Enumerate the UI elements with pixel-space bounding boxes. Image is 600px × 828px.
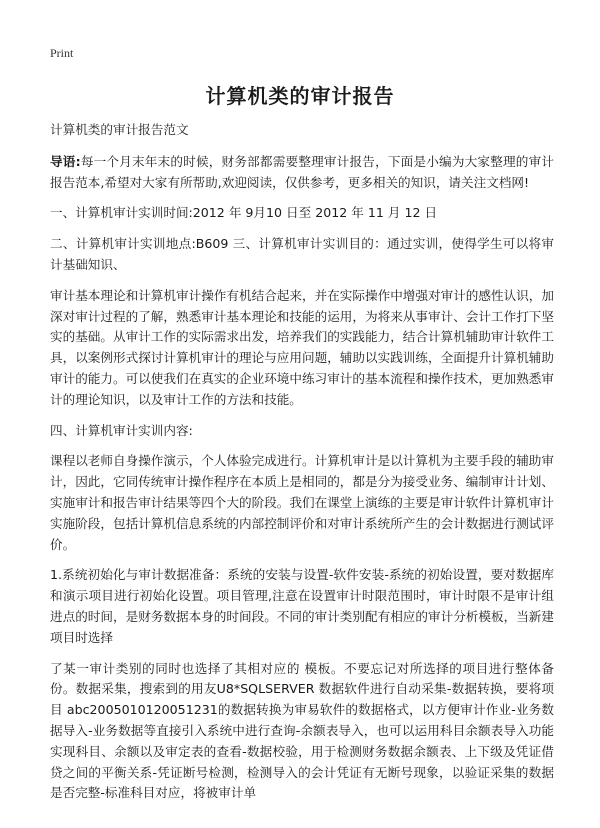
- paragraph-theory: 审计基本理论和计算机审计操作有机结合起来，并在实际操作中增强对审计的感性认识，加深对审计过程的了解，熟悉审计基本理论和技能的运用，为将来从事审计、会计工作打下坚实的基础。从审计工作的实际需求出发，培养我们的实践能力，结合计算机辅助审计软件工具，以案例形式探讨计算机审计的理论与应用问题，辅助以实践训练，全面提升计算机辅助审计的能力。可以使我们在真实的企业环境中练习审计的基本流程和操作技术，更加熟悉审计的理论知识，以及审计工作的方法和技能。: [50, 287, 554, 407]
- intro-label: 导语:: [50, 153, 81, 169]
- print-label: Print: [50, 46, 74, 60]
- paragraph-time: 一、计算机审计实训时间:2012 年 9月10 日至 2012 年 11 月 12 日: [50, 205, 438, 221]
- intro-paragraph: [50, 152, 554, 194]
- paragraph-init: 1.系统初始化与审计数据准备：系统的安装与设置-软件安装-系统的初始设置，要对数据库和演示项目进行初始化设置。项目管理,注意在设置审计时限范围时，审计时限不是审计组进点的时间，是财务数据本身的时间段。不同的审计类别配有相应的审计分析模板，当新建项目时选择: [50, 567, 554, 645]
- document-title: 计算机类的审计报告: [205, 84, 395, 108]
- paragraph-location-purpose: 二、计算机审计实训地点:B609 三、计算机审计实训目的：通过实训，使得学生可以将审计基础知识、: [50, 236, 554, 272]
- document-subtitle: 计算机类的审计报告范文: [50, 122, 189, 137]
- paragraph-content-heading: 四、计算机审计实训内容:: [50, 422, 193, 438]
- intro-text: 每一个月末年末的时候，财务部都需要整理审计报告，下面是小编为大家整理的审计报告范本,希望对大家有所帮助,欢迎阅读，仅供参考，更多相关的知识，请关注文档网!: [50, 153, 554, 190]
- document-body: [50, 120, 554, 814]
- paragraph-data-collection: 了某一审计类别的同时也选择了其相对应的 模板。不要忘记对所选择的项目进行整体备份。数据采集，搜索到的用友U8*SQLSERVER 数据软件进行自动采集-数据转换，要将项目 abc2005010120051231的数据转换为审易软件的数据格式，以方便审计作业-业务数据导入-业务数据等直接引入系统中进行查询-余额表导入，也可以运用科目余额表导入功能实现科目、余额以及审定表的查看-数据校验，用于检测财务数据余额表、上下级及凭证借贷之间的平衡关系-凭证断号检测，检测导入的会计凭证有无断号现象，以验证采集的数据是否完整-标准科目对应，将被审计单: [50, 660, 554, 801]
- paragraph-course: 课程以老师自身操作演示，个人体验完成进行。计算机审计是以计算机为主要手段的辅助审计，因此，它同传统审计操作程序在本质上是相同的，都是分为接受业务、编制审计计划、实施审计和报告审计结果等四个大的阶段。我们在课堂上演练的主要是审计软件计算机审计实施阶段，包括计算机信息系统的内部控制评价和对审计系统所产生的会计数据进行测试评价。: [50, 453, 554, 552]
